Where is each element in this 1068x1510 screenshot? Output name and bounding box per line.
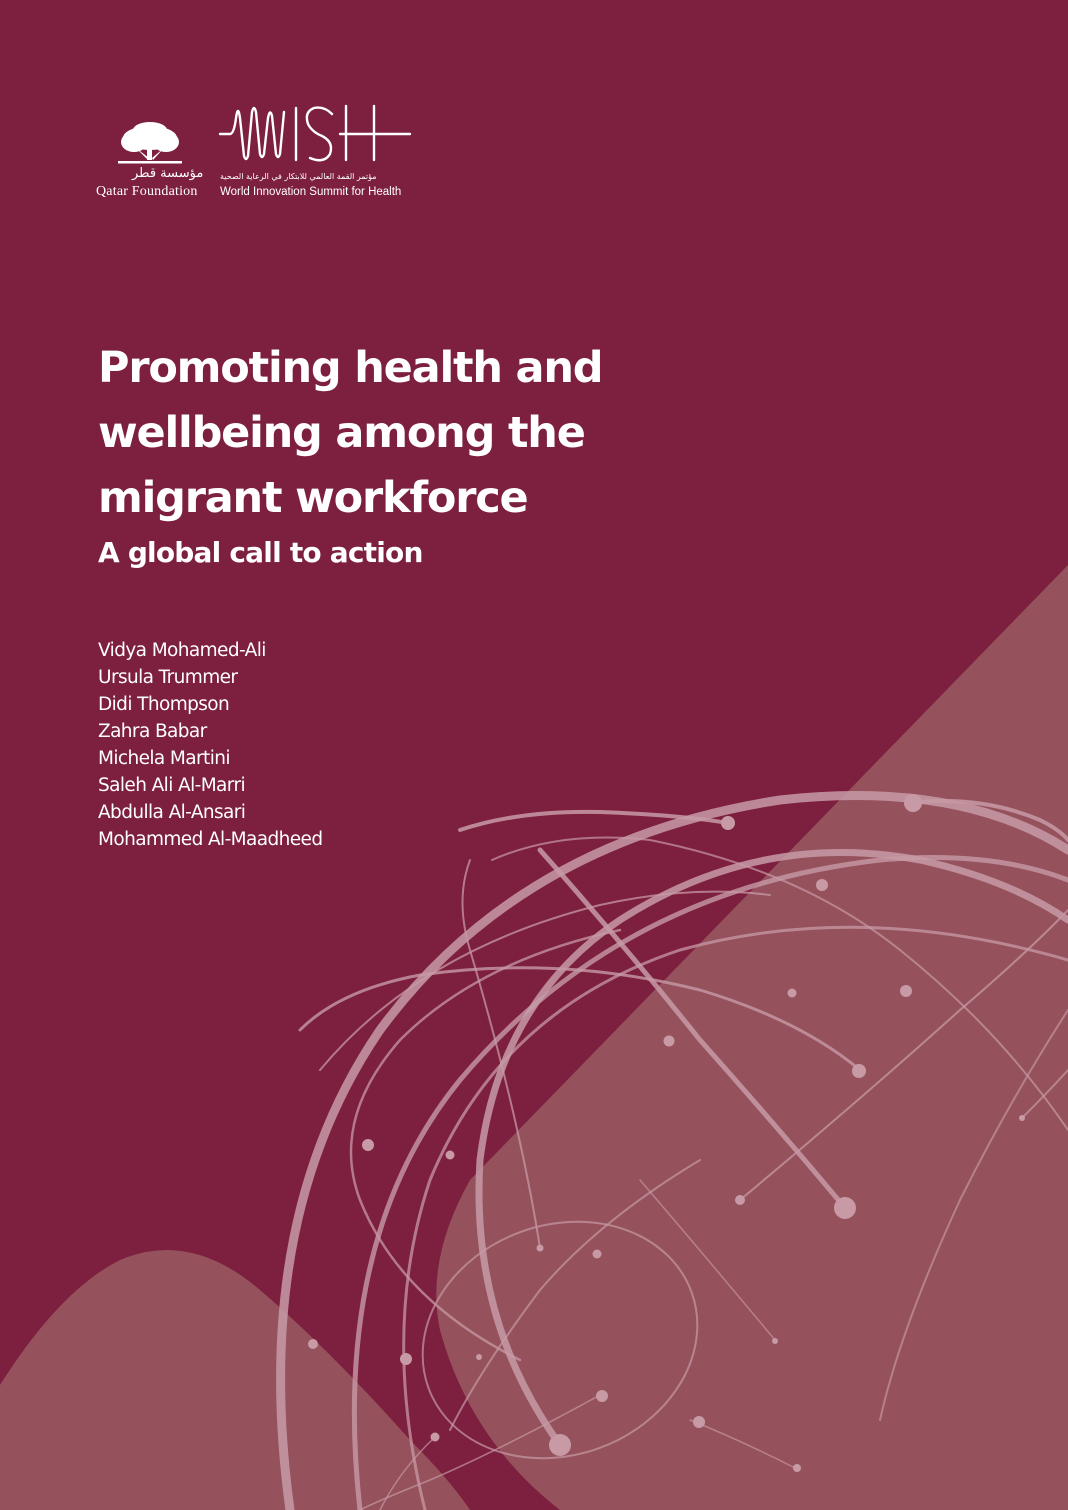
report-title: Promoting health and wellbeing among the migrant workforce: [98, 343, 603, 523]
author-name: Zahra Babar: [98, 721, 207, 742]
report-subtitle: A global call to action: [98, 536, 423, 569]
author-name: Abdulla Al-Ansari: [98, 802, 246, 823]
wish-arabic-name: مؤتمر القمة العالمي للابتكار في الرعاية الصحية: [220, 172, 377, 181]
partner-logos: [96, 98, 426, 208]
author-name: Vidya Mohamed-Ali: [98, 640, 266, 661]
corner-wave-shape: [0, 1250, 470, 1510]
author-name: Mohammed Al-Maadheed: [98, 829, 323, 850]
title-block: [98, 336, 698, 571]
diagonal-panel: [436, 565, 1068, 1510]
wish-wordmark: [220, 106, 410, 160]
qatar-foundation-name: Qatar Foundation: [96, 184, 198, 199]
tree-icon: [118, 122, 182, 164]
author-name: Didi Thompson: [98, 694, 230, 715]
wish-full-name: World Innovation Summit for Health: [220, 186, 402, 198]
qatar-foundation-arabic-name: مؤسسة قطر: [132, 166, 204, 181]
author-name: Saleh Ali Al-Marri: [98, 775, 246, 796]
author-name: Ursula Trummer: [98, 667, 238, 688]
author-list: [98, 637, 322, 853]
author-name: Michela Martini: [98, 748, 230, 769]
